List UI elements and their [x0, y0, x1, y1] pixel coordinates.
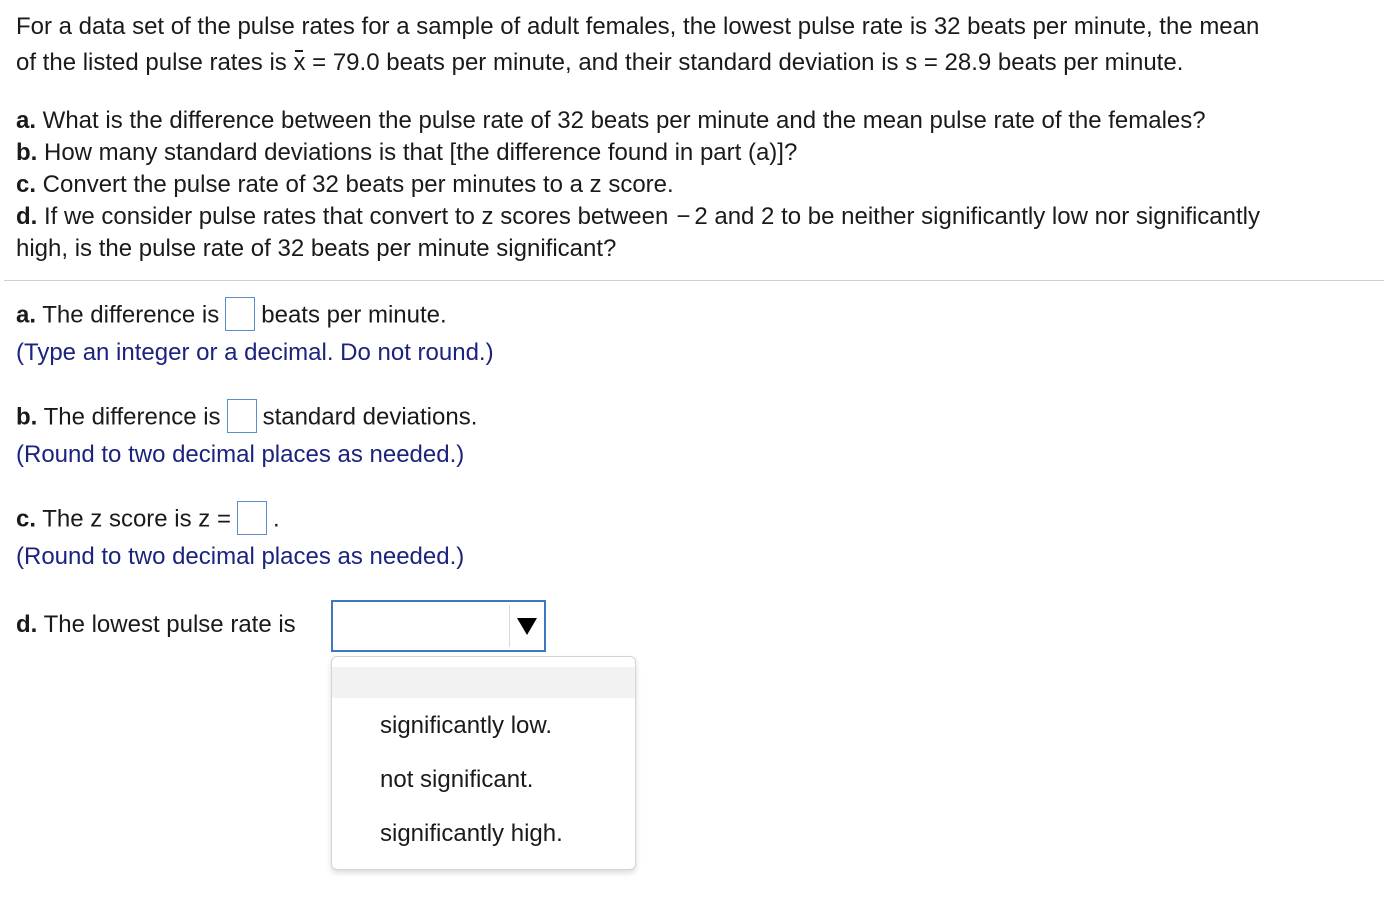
answer-d-prefix: The lowest pulse rate is	[37, 611, 296, 638]
answer-b-label: b.	[16, 403, 38, 431]
question-d-text-3: high, is the pulse rate of 32 beats per minute significant?	[16, 235, 617, 262]
problem-intro-line1	[16, 13, 1259, 41]
answer-c-suffix: .	[272, 505, 280, 533]
problem-intro-text-3: = 79.0 beats per minute, and their standard deviation is s = 28.9 beats per minute.	[305, 49, 1184, 76]
answer-d-dropdown-menu	[331, 656, 636, 870]
answer-a-input[interactable]	[225, 297, 255, 331]
minus-sign: −	[676, 203, 691, 230]
answer-c-hint: (Round to two decimal places as needed.)	[16, 543, 465, 570]
answer-a-row	[16, 301, 447, 331]
question-b-label: b.	[16, 139, 38, 166]
answer-c-row	[16, 505, 280, 535]
answer-d-label: d.	[16, 611, 38, 638]
answer-b-row	[16, 403, 477, 433]
question-b	[16, 139, 797, 167]
question-c-text: Convert the pulse rate of 32 beats per minutes to a z score.	[36, 171, 674, 198]
triangle-down-icon	[516, 615, 538, 637]
answer-c-label: c.	[16, 505, 37, 533]
answer-b-input[interactable]	[227, 399, 257, 433]
answer-c-input[interactable]	[237, 501, 267, 535]
question-c-label: c.	[16, 171, 37, 198]
question-c	[16, 171, 674, 199]
problem-intro-text-2: of the listed pulse rates is	[16, 49, 294, 76]
question-a-text: What is the difference between the pulse rate of 32 beats per minute and the mean pulse rate of the females?	[36, 107, 1206, 134]
question-b-text: How many standard deviations is that [the difference found in part (a)]?	[37, 139, 798, 166]
question-d-text-2: 2 and 2 to be neither significantly low nor significantly	[694, 203, 1260, 230]
answer-a-prefix: The difference is	[36, 301, 220, 329]
problem-intro-text-1: For a data set of the pulse rates for a sample of adult females, the lowest pulse rate is 32 beats per minute, the mean	[16, 13, 1260, 40]
answer-d-row	[16, 611, 296, 639]
answer-a-hint: (Type an integer or a decimal. Do not round.)	[16, 339, 494, 366]
answer-b-prefix: The difference is	[37, 403, 221, 431]
question-a	[16, 107, 1206, 135]
x-bar-symbol: x	[293, 49, 306, 76]
dropdown-option-significantly-low[interactable]: significantly low.	[380, 712, 553, 739]
dropdown-blank-option[interactable]	[332, 667, 635, 698]
question-a-label: a.	[16, 107, 37, 134]
answer-a-suffix: beats per minute.	[261, 301, 447, 329]
question-d	[16, 203, 1260, 231]
answer-b-hint: (Round to two decimal places as needed.)	[16, 441, 465, 468]
answer-a-label: a.	[16, 301, 37, 329]
section-divider	[4, 280, 1384, 281]
question-d-label: d.	[16, 203, 38, 230]
question-d-text: If we consider pulse rates that convert to z scores between	[37, 203, 669, 230]
dropdown-option-not-significant[interactable]: not significant.	[380, 766, 534, 793]
answer-b-suffix: standard deviations.	[262, 403, 478, 431]
answer-d-select[interactable]	[331, 600, 546, 652]
dropdown-arrow-button[interactable]	[509, 605, 544, 647]
problem-intro-line2	[16, 49, 1183, 77]
question-d-line2	[16, 235, 616, 263]
answer-c-prefix: The z score is z =	[36, 505, 231, 533]
dropdown-option-significantly-high[interactable]: significantly high.	[380, 820, 563, 847]
